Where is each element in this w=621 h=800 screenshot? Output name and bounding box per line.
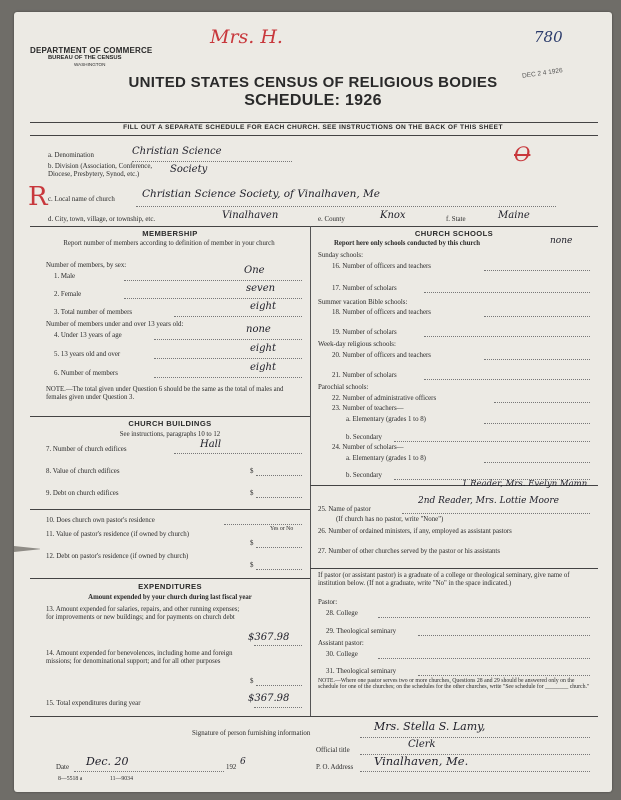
- pastor-name-sub: (If church has no pastor, write "None"): [336, 516, 444, 523]
- expenditures-intro: Amount expended by your church during last fiscal year: [88, 594, 252, 601]
- school-row-23: 23. Number of teachers—: [332, 405, 404, 412]
- school-row-24: 24. Number of scholars—: [332, 444, 404, 451]
- under-13-value: none: [246, 324, 271, 335]
- residence-value-field: $: [250, 540, 254, 547]
- red-r-mark: R: [28, 182, 48, 212]
- schools-none: none: [550, 236, 573, 246]
- schedule-number: 780: [534, 28, 563, 46]
- date-label: Date: [56, 764, 70, 771]
- year-prefix: 192: [226, 764, 237, 771]
- owns-residence-label: 10. Does church own pastor's residence: [46, 517, 155, 524]
- male-value: One: [244, 265, 265, 276]
- local-name-value: Christian Science Society, of Vinalhaven, Me: [142, 188, 380, 200]
- address-label: P. O. Address: [316, 764, 354, 771]
- pastor-value-second: 2nd Reader, Mrs. Lottie Moore: [418, 496, 559, 506]
- city-label: WASHINGTON: [74, 62, 106, 67]
- expense-14-value: $: [250, 678, 254, 685]
- college-28-label: 28. College: [326, 610, 358, 617]
- over-13-value: eight: [250, 343, 276, 354]
- seminary-29-label: 29. Theological seminary: [326, 628, 397, 635]
- expense-14-label: 14. Amount expended for benevolences, including home and foreign missions; for denominational support; and for all other purposes: [46, 650, 233, 665]
- print-number: 11—9034: [110, 776, 133, 782]
- edifices-value: Hall: [200, 439, 222, 450]
- form-title: UNITED STATES CENSUS OF RELIGIOUS BODIES: [128, 74, 498, 91]
- school-row-23b: b. Secondary: [346, 434, 382, 441]
- county-value: Knox: [380, 210, 406, 221]
- membership-note: NOTE.—The total given under Question 6 should be the same as the total of males and females given under Question 3.: [46, 386, 284, 401]
- expense-15-label: 15. Total expenditures during year: [46, 700, 141, 707]
- school-row-19: 19. Number of scholars: [332, 329, 397, 336]
- number-members-label: 6. Number of members: [54, 370, 118, 377]
- state-value: Maine: [498, 210, 530, 221]
- signature-value: Mrs. Stella S. Lamy,: [374, 720, 486, 733]
- bureau-label: BUREAU OF THE CENSUS: [48, 55, 122, 61]
- pastor-value-reader: 1 Reader, Mrs. Evelyn Mamn: [462, 479, 588, 489]
- edifices-debt-label: 9. Debt on church edifices: [46, 490, 119, 497]
- official-title-label: Official title: [316, 747, 350, 754]
- summer-schools-label: Summer vacation Bible schools:: [318, 299, 408, 306]
- school-row-22: 22. Number of administrative officers: [332, 395, 437, 402]
- total-members-label: 3. Total number of members: [54, 309, 133, 316]
- parochial-schools-label: Parochial schools:: [318, 384, 369, 391]
- form-number: 8—5518 a: [58, 776, 83, 782]
- school-row-24a: a. Elementary (grades 1 to 8): [346, 455, 426, 462]
- pastor-name-label: 25. Name of pastor: [318, 506, 371, 513]
- edifices-label: 7. Number of church edifices: [46, 446, 127, 453]
- residence-debt-label: 12. Debt on pastor's residence (if owned by church): [46, 553, 189, 560]
- age-intro: Number of members under and over 13 years old:: [46, 321, 184, 328]
- division-value: Society: [170, 164, 208, 175]
- state-label: f. State: [446, 216, 466, 223]
- red-scribble: O: [514, 142, 531, 166]
- denomination-label: a. Denomination: [48, 152, 94, 159]
- expense-13-label: 13. Amount expended for salaries, repairs, and other running expenses; for improvements or new buildings; and for payments on church debt: [46, 606, 240, 621]
- city-label-row: d. City, town, village, or township, etc.: [48, 216, 156, 223]
- pastor-label: Pastor:: [318, 599, 338, 606]
- edifices-value-field: $: [250, 468, 254, 475]
- over-13-label: 5. 13 years old and over: [54, 351, 121, 358]
- sunday-schools-label: Sunday schools:: [318, 252, 363, 259]
- college-30-label: 30. College: [326, 651, 358, 658]
- male-label: 1. Male: [54, 273, 76, 280]
- seminary-31-label: 31. Theological seminary: [326, 668, 397, 675]
- department-label: DEPARTMENT OF COMMERCE: [30, 46, 153, 55]
- expenditures-heading: EXPENDITURES: [138, 582, 202, 591]
- expense-15-value: $367.98: [248, 693, 290, 704]
- asst-pastor-label: Assistant pastor:: [318, 640, 364, 647]
- number-members-value: eight: [250, 362, 276, 373]
- yes-no-hint: Yes or No: [270, 526, 294, 532]
- under-13-label: 4. Under 13 years of age: [54, 332, 122, 339]
- female-value: seven: [246, 283, 276, 294]
- paper-tear: [14, 546, 40, 552]
- school-row-23a: a. Elementary (grades 1 to 8): [346, 416, 426, 423]
- county-label: e. County: [318, 216, 345, 223]
- local-name-label: c. Local name of church: [48, 196, 115, 203]
- schools-intro: Report here only schools conducted by this church: [334, 240, 481, 247]
- female-label: 2. Female: [54, 291, 82, 298]
- ordained-label: 26. Number of ordained ministers, if any, employed as assistant pastors: [318, 528, 512, 535]
- year-digit: 6: [240, 757, 246, 767]
- edifices-value-label: 8. Value of church edifices: [46, 468, 120, 475]
- by-sex-label: Number of members, by sex:: [46, 262, 127, 269]
- buildings-heading: CHURCH BUILDINGS: [128, 419, 212, 428]
- graduate-note: If pastor (or assistant pastor) is a graduate of a college or theological seminary, give name of institution below. (If not a graduate, write "No" in the space indicated.): [318, 572, 570, 587]
- edifices-debt-field: $: [250, 490, 254, 497]
- address-value: Vinalhaven, Me.: [374, 754, 469, 768]
- residence-value-label: 11. Value of pastor's residence (if owned by church): [46, 531, 190, 538]
- date-value: Dec. 20: [86, 755, 129, 768]
- denomination-value: Christian Science: [132, 146, 222, 157]
- city-value: Vinalhaven: [222, 210, 279, 221]
- total-members-value: eight: [250, 301, 276, 312]
- school-row-18: 18. Number of officers and teachers: [332, 309, 431, 316]
- census-form: [14, 12, 612, 792]
- membership-intro: Report number of members according to definition of member in your church: [63, 240, 275, 247]
- instruction-line: FILL OUT A SEPARATE SCHEDULE FOR EACH CHURCH. SEE INSTRUCTIONS ON THE BACK OF THIS SHEET: [123, 124, 503, 131]
- schedule-title: SCHEDULE: 1926: [244, 92, 382, 109]
- school-row-20: 20. Number of officers and teachers: [332, 352, 431, 359]
- residence-debt-field: $: [250, 562, 254, 569]
- school-row-16: 16. Number of officers and teachers: [332, 263, 431, 270]
- signature-label: Signature of person furnishing information: [192, 730, 311, 737]
- school-row-21: 21. Number of scholars: [332, 372, 397, 379]
- buildings-sub: See instructions, paragraphs 10 to 12: [119, 431, 221, 438]
- division-label: b. Division (Association, Conference, Diocese, Presbytery, Synod, etc.): [48, 163, 153, 178]
- schools-heading: CHURCH SCHOOLS: [414, 229, 494, 238]
- weekday-schools-label: Week-day religious schools:: [318, 341, 396, 348]
- membership-heading: MEMBERSHIP: [142, 229, 198, 238]
- official-title-value: Clerk: [408, 739, 436, 750]
- other-churches-label: 27. Number of other churches served by the pastor or his assistants: [318, 548, 500, 555]
- school-row-17: 17. Number of scholars: [332, 285, 397, 292]
- expense-13-value: $367.98: [248, 632, 290, 643]
- school-row-24b: b. Secondary: [346, 472, 382, 479]
- pastor-note: NOTE.—Where one pastor serves two or more churches, Questions 28 and 29 should be answered only on the schedule for one of the churches; on the schedules for the other churches, write "See schedule for ________ church.": [318, 678, 590, 691]
- received-stamp: DEC 2 4 1926: [521, 67, 564, 80]
- handwritten-note: Mrs. H.: [210, 26, 283, 48]
